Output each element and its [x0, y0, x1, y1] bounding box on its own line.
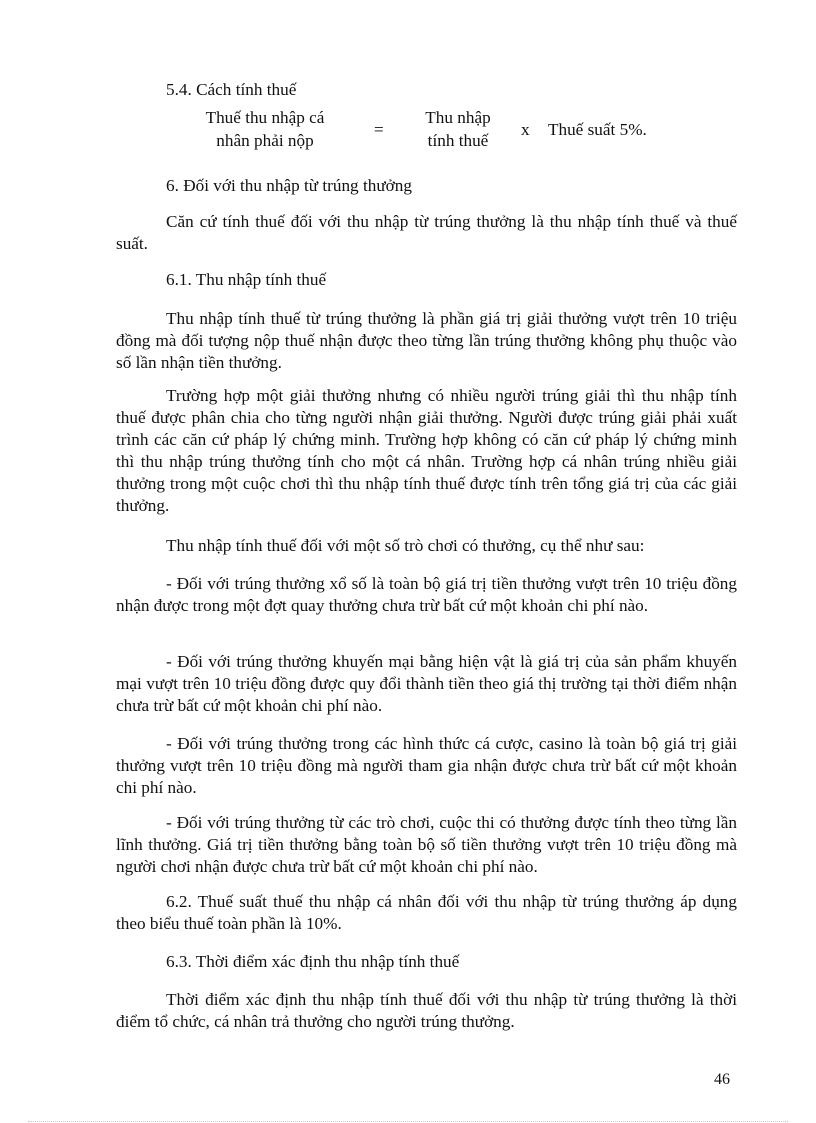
section-6-1-bullet-3: - Đối với trúng thưởng trong các hình thức cá cược, casino là toàn bộ giá trị giải thưởng vượt trên 10 triệu đồng mà người tham gia nhận được chưa trừ bất cứ một khoản chi phí nào. [116, 734, 737, 797]
formula-times: x [521, 120, 530, 139]
section-6-1-heading: 6.1. Thu nhập tính thuế [166, 270, 327, 289]
formula-rhs [414, 106, 502, 152]
section-6-1-paragraph-3: Thu nhập tính thuế đối với một số trò chơi có thưởng, cụ thể như sau: [166, 536, 645, 555]
page-number: 46 [714, 1071, 730, 1088]
formula-rate: Thuế suất 5%. [548, 120, 647, 139]
section-6-2-text: 6.2. Thuế suất thuế thu nhập cá nhân đối với thu nhập từ trúng thưởng áp dụng theo biểu thuế toàn phần là 10%. [116, 892, 737, 933]
formula-rhs-line2: tính thuế [427, 131, 489, 150]
formula-lhs-line2: nhân phải nộp [216, 131, 314, 150]
section-5-4-heading: 5.4. Cách tính thuế [166, 80, 297, 99]
formula-equals: = [374, 120, 384, 139]
section-6-intro: Căn cứ tính thuế đối với thu nhập từ trúng thưởng là thu nhập tính thuế và thuế suất. [116, 212, 737, 253]
section-6-3-text: Thời điểm xác định thu nhập tính thuế đối với thu nhập từ trúng thưởng là thời điểm tổ chức, cá nhân trả thưởng cho người trúng thưởng. [116, 990, 737, 1031]
tax-formula [200, 106, 680, 154]
section-6-1-bullet-1: - Đối với trúng thưởng xổ số là toàn bộ giá trị tiền thưởng vượt trên 10 triệu đồng nhận được trong một đợt quay thưởng chưa trừ bất cứ một khoản chi phí nào. [116, 574, 737, 615]
section-6-1-bullet-4: - Đối với trúng thưởng từ các trò chơi, cuộc thi có thưởng được tính theo từng lần lĩnh thưởng. Giá trị tiền thưởng bằng toàn bộ số tiền thưởng vượt trên 10 triệu đồng mà người chơi nhận được chưa trừ bất cứ một khoản chi phí nào. [116, 813, 737, 876]
section-6-1-paragraph-2: Trường hợp một giải thưởng nhưng có nhiều người trúng giải thì thu nhập tính thuế được phân chia cho từng người nhận giải thưởng. Người được trúng giải phải xuất trình các căn cứ pháp lý chứng minh. Trường hợp không có căn cứ pháp lý chứng minh thì thu nhập trúng thưởng tính cho một cá nhân. Trường hợp cá nhân trúng nhiều giải thưởng trong một cuộc chơi thì thu nhập tính thuế được tính trên tổng giá trị của các giải thưởng. [116, 386, 737, 515]
section-6-1-paragraph-1: Thu nhập tính thuế từ trúng thưởng là phần giá trị giải thưởng vượt trên 10 triệu đồng mà đối tượng nộp thuế nhận được theo từng lần trúng thưởng không phụ thuộc vào số lần nhận tiền thưởng. [116, 309, 737, 372]
formula-rhs-line1: Thu nhập [425, 108, 491, 127]
section-6-heading: 6. Đối với thu nhập từ trúng thưởng [166, 176, 412, 195]
section-6-3-heading: 6.3. Thời điểm xác định thu nhập tính thuế [166, 952, 460, 971]
formula-lhs [200, 106, 330, 152]
formula-lhs-line1: Thuế thu nhập cá [205, 108, 325, 127]
page-bottom-rule [28, 1121, 788, 1122]
section-6-1-bullet-2: - Đối với trúng thưởng khuyến mại bằng hiện vật là giá trị của sản phẩm khuyến mại vượt trên 10 triệu đồng được quy đổi thành tiền theo giá thị trường tại thời điểm nhận chưa trừ bất cứ một khoản chi phí nào. [116, 652, 737, 715]
